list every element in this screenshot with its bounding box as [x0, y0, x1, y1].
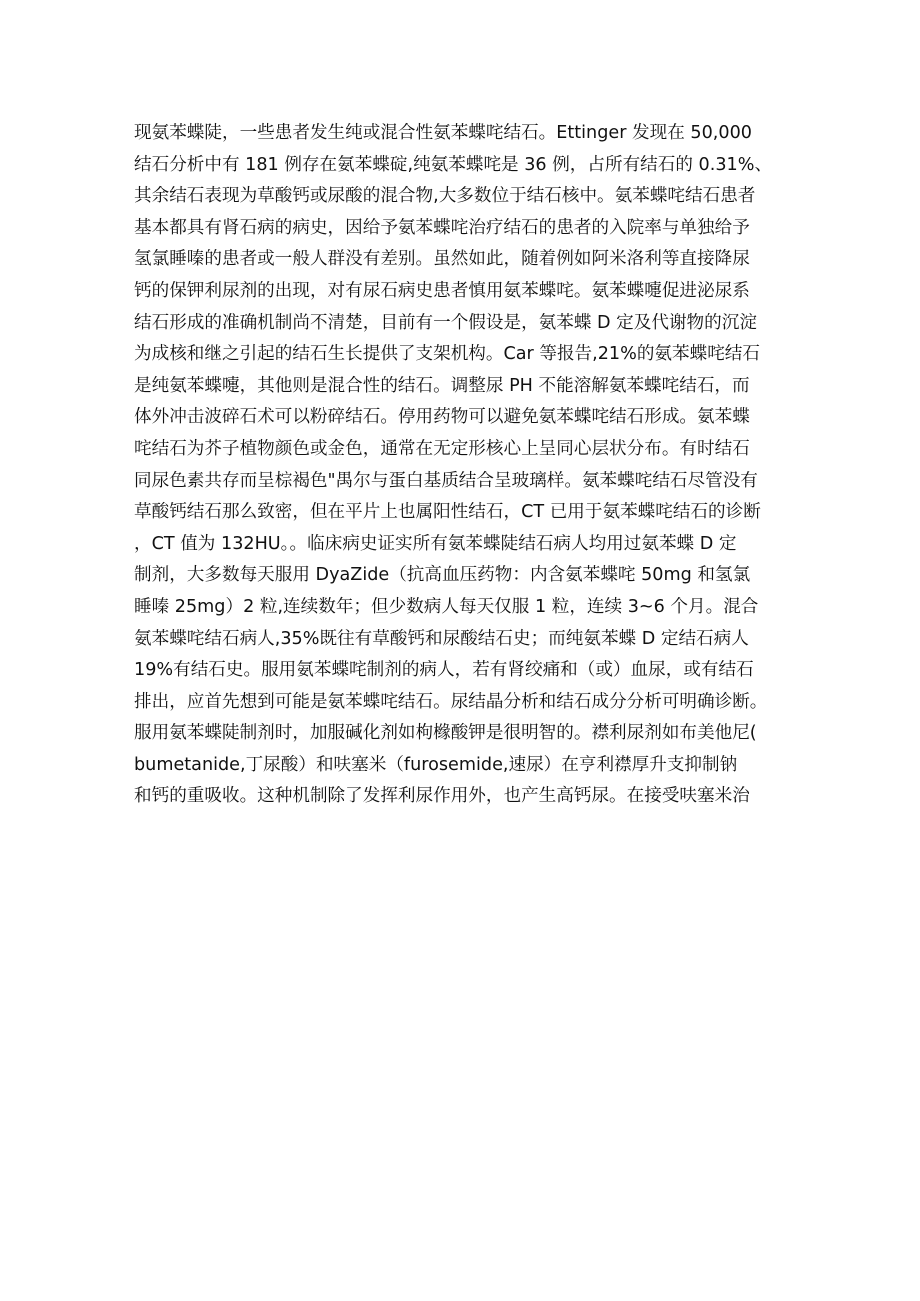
- text-line: 氨苯蝶咤结石病人,35%既往有草酸钙和尿酸结石史；而纯氨苯蝶 D 定结石病人: [134, 628, 749, 649]
- text-line: 体外冲击波碎石术可以粉碎结石。停用药物可以避免氨苯蝶咤结石形成。氨苯蝶: [134, 407, 750, 428]
- text-line: 其余结石表现为草酸钙或尿酸的混合物,大多数位于结石核中。氨苯蝶咤结石患者: [134, 186, 756, 207]
- text-line: 是纯氨苯蝶嚏，其他则是混合性的结石。调整尿 PH 不能溶解氨苯蝶咤结石，而: [134, 375, 750, 396]
- text-line: 19%有结石史。服用氨苯蝶咤制剂的病人，若有肾绞痛和（或）血尿，或有结石: [134, 660, 754, 681]
- text-line: 氢氯睡嗪的患者或一般人群没有差别。虽然如此，随着例如阿米洛利等直接降尿: [134, 249, 750, 270]
- text-line: 基本都具有肾石病的病史，因给予氨苯蝶咤治疗结石的患者的入院率与单独给予: [134, 217, 750, 238]
- text-line: 结石形成的准确机制尚不清楚，目前有一个假设是，氨苯蝶 D 定及代谢物的沉淀: [134, 312, 757, 333]
- text-line: 钙的保钾利尿剂的出现，对有尿石病史患者慎用氨苯蝶咤。氨苯蝶嚏促进泌尿系: [134, 280, 750, 301]
- text-line: bumetanide,丁尿酸）和呋塞米（furosemide,速尿）在亨利襟厚升支抑制钠: [134, 754, 738, 775]
- text-line: 排出，应首先想到可能是氨苯蝶咤结石。尿结晶分析和结石成分分析可明确诊断。: [134, 691, 768, 712]
- body-text: [134, 118, 794, 813]
- text-line: 现氨苯蝶陡，一些患者发生纯或混合性氨苯蝶咤结石。Ettinger 发现在 50,000: [134, 123, 752, 143]
- text-line: 为成核和继之引起的结石生长提供了支架机构。Car 等报告,21%的氨苯蝶咤结石: [134, 344, 760, 365]
- text-line: 同尿色素共存而呈棕褐色"禺尔与蛋白基质结合呈玻璃样。氨苯蝶咤结石尽管没有: [134, 470, 758, 491]
- text-line: 制剂，大多数每天服用 DyaZide（抗高血压药物：内含氨苯蝶咤 50mg 和氢氯: [134, 565, 751, 586]
- text-line: 草酸钙结石那么致密，但在平片上也属阳性结石，CT 已用于氨苯蝶咤结石的诊断: [134, 502, 761, 523]
- text-line: ，CT 值为 132HU。。临床病史证实所有氨苯蝶陡结石病人均用过氨苯蝶 D 定: [134, 533, 737, 554]
- text-line: 和钙的重吸收。这种机制除了发挥利尿作用外，也产生高钙尿。在接受呋塞米治: [134, 786, 750, 807]
- text-line: 服用氨苯蝶陡制剂时，加服碱化剂如枸橼酸钾是很明智的。襟利尿剂如布美他尼(: [134, 723, 757, 744]
- text-line: 睡嗪 25mg）2 粒,连续数年；但少数病人每天仅服 1 粒，连续 3~6 个月。混合: [134, 596, 759, 617]
- text-line: 结石分析中有 181 例存在氨苯蝶碇,纯氨苯蝶咤是 36 例，占所有结石的 0.31%、: [134, 154, 773, 175]
- text-line: 咤结石为芥子植物颜色或金色，通常在无定形核心上呈同心层状分布。有时结石: [134, 438, 750, 459]
